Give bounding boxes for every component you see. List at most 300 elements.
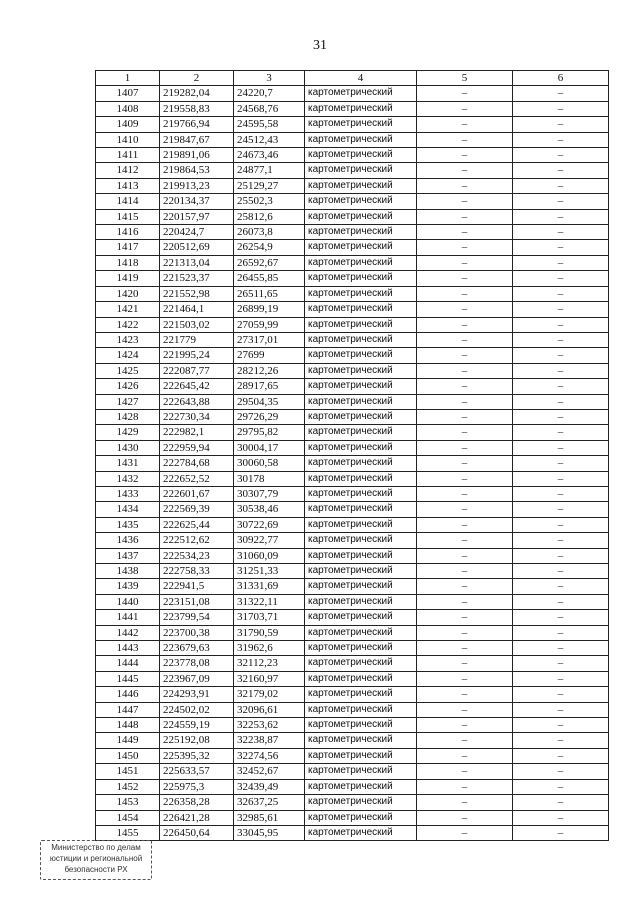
table-row: [96, 564, 609, 579]
y-coordinate-cell: 27317,01: [234, 332, 305, 347]
note-cell: –: [513, 101, 609, 116]
point-number-cell: 1451: [96, 764, 160, 779]
note-cell: –: [513, 194, 609, 209]
note-cell: –: [513, 148, 609, 163]
x-coordinate-cell: 226421,28: [160, 810, 234, 825]
method-cell: картометрический: [305, 271, 417, 286]
method-cell: картометрический: [305, 240, 417, 255]
note-cell: –: [513, 440, 609, 455]
table-row: [96, 486, 609, 501]
y-coordinate-cell: 30538,46: [234, 502, 305, 517]
table-row: [96, 302, 609, 317]
y-coordinate-cell: 31060,09: [234, 548, 305, 563]
note-cell: –: [513, 348, 609, 363]
accuracy-cell: –: [417, 225, 513, 240]
note-cell: –: [513, 363, 609, 378]
method-cell: картометрический: [305, 533, 417, 548]
y-coordinate-cell: 32439,49: [234, 779, 305, 794]
point-number-cell: 1453: [96, 795, 160, 810]
method-cell: картометрический: [305, 564, 417, 579]
table-row: [96, 117, 609, 132]
accuracy-cell: –: [417, 748, 513, 763]
x-coordinate-cell: 220157,97: [160, 209, 234, 224]
note-cell: –: [513, 486, 609, 501]
point-number-cell: 1421: [96, 302, 160, 317]
point-number-cell: 1444: [96, 656, 160, 671]
accuracy-cell: –: [417, 610, 513, 625]
y-coordinate-cell: 32179,02: [234, 687, 305, 702]
x-coordinate-cell: 226450,64: [160, 825, 234, 840]
x-coordinate-cell: 223778,08: [160, 656, 234, 671]
x-coordinate-cell: 224293,91: [160, 687, 234, 702]
y-coordinate-cell: 26899,19: [234, 302, 305, 317]
note-cell: –: [513, 733, 609, 748]
method-cell: картометрический: [305, 779, 417, 794]
y-coordinate-cell: 26073,8: [234, 225, 305, 240]
x-coordinate-cell: 224502,02: [160, 702, 234, 717]
method-cell: картометрический: [305, 579, 417, 594]
x-coordinate-cell: 219766,94: [160, 117, 234, 132]
method-cell: картометрический: [305, 810, 417, 825]
method-cell: картометрический: [305, 86, 417, 101]
table-row: [96, 379, 609, 394]
point-number-cell: 1422: [96, 317, 160, 332]
y-coordinate-cell: 29504,35: [234, 394, 305, 409]
method-cell: картометрический: [305, 302, 417, 317]
point-number-cell: 1443: [96, 641, 160, 656]
accuracy-cell: –: [417, 486, 513, 501]
x-coordinate-cell: 223967,09: [160, 671, 234, 686]
y-coordinate-cell: 25502,3: [234, 194, 305, 209]
point-number-cell: 1435: [96, 517, 160, 532]
x-coordinate-cell: 219891,06: [160, 148, 234, 163]
method-cell: картометрический: [305, 317, 417, 332]
y-coordinate-cell: 31331,69: [234, 579, 305, 594]
x-coordinate-cell: 221552,98: [160, 286, 234, 301]
note-cell: –: [513, 825, 609, 840]
note-cell: –: [513, 86, 609, 101]
note-cell: –: [513, 163, 609, 178]
accuracy-cell: –: [417, 718, 513, 733]
y-coordinate-cell: 25129,27: [234, 178, 305, 193]
coordinates-table: [95, 70, 609, 841]
table-header-row: [96, 71, 609, 86]
accuracy-cell: –: [417, 594, 513, 609]
method-cell: картометрический: [305, 502, 417, 517]
accuracy-cell: –: [417, 409, 513, 424]
x-coordinate-cell: 219913,23: [160, 178, 234, 193]
table-row: [96, 271, 609, 286]
note-cell: –: [513, 625, 609, 640]
note-cell: –: [513, 764, 609, 779]
y-coordinate-cell: 32452,67: [234, 764, 305, 779]
x-coordinate-cell: 225395,32: [160, 748, 234, 763]
accuracy-cell: –: [417, 687, 513, 702]
accuracy-cell: –: [417, 810, 513, 825]
note-cell: –: [513, 302, 609, 317]
accuracy-cell: –: [417, 548, 513, 563]
point-number-cell: 1454: [96, 810, 160, 825]
note-cell: –: [513, 718, 609, 733]
x-coordinate-cell: 220424,7: [160, 225, 234, 240]
note-cell: –: [513, 795, 609, 810]
column-header: 1: [96, 71, 160, 86]
method-cell: картометрический: [305, 456, 417, 471]
table-row: [96, 825, 609, 840]
note-cell: –: [513, 579, 609, 594]
table-row: [96, 610, 609, 625]
point-number-cell: 1449: [96, 733, 160, 748]
table-row: [96, 132, 609, 147]
note-cell: –: [513, 286, 609, 301]
accuracy-cell: –: [417, 332, 513, 347]
y-coordinate-cell: 26455,85: [234, 271, 305, 286]
y-coordinate-cell: 27699: [234, 348, 305, 363]
table-row: [96, 225, 609, 240]
note-cell: –: [513, 394, 609, 409]
table-row: [96, 332, 609, 347]
page-number: 31: [313, 38, 327, 53]
x-coordinate-cell: 222941,5: [160, 579, 234, 594]
y-coordinate-cell: 24673,46: [234, 148, 305, 163]
note-cell: –: [513, 702, 609, 717]
x-coordinate-cell: 222959,94: [160, 440, 234, 455]
x-coordinate-cell: 221995,24: [160, 348, 234, 363]
method-cell: картометрический: [305, 594, 417, 609]
point-number-cell: 1415: [96, 209, 160, 224]
point-number-cell: 1438: [96, 564, 160, 579]
y-coordinate-cell: 32112,23: [234, 656, 305, 671]
table-row: [96, 671, 609, 686]
accuracy-cell: –: [417, 163, 513, 178]
note-cell: –: [513, 255, 609, 270]
x-coordinate-cell: 223799,54: [160, 610, 234, 625]
point-number-cell: 1410: [96, 132, 160, 147]
table-row: [96, 733, 609, 748]
accuracy-cell: –: [417, 702, 513, 717]
x-coordinate-cell: 221313,04: [160, 255, 234, 270]
table-row: [96, 502, 609, 517]
x-coordinate-cell: 225975,3: [160, 779, 234, 794]
note-cell: –: [513, 779, 609, 794]
table-row: [96, 255, 609, 270]
y-coordinate-cell: 33045,95: [234, 825, 305, 840]
method-cell: картометрический: [305, 101, 417, 116]
accuracy-cell: –: [417, 533, 513, 548]
table-row: [96, 209, 609, 224]
method-cell: картометрический: [305, 348, 417, 363]
method-cell: картометрический: [305, 409, 417, 424]
point-number-cell: 1407: [96, 86, 160, 101]
y-coordinate-cell: 27059,99: [234, 317, 305, 332]
point-number-cell: 1439: [96, 579, 160, 594]
method-cell: картометрический: [305, 471, 417, 486]
x-coordinate-cell: 222758,33: [160, 564, 234, 579]
accuracy-cell: –: [417, 425, 513, 440]
table-row: [96, 579, 609, 594]
x-coordinate-cell: 225633,57: [160, 764, 234, 779]
method-cell: картометрический: [305, 225, 417, 240]
table-row: [96, 86, 609, 101]
y-coordinate-cell: 32238,87: [234, 733, 305, 748]
point-number-cell: 1416: [96, 225, 160, 240]
note-cell: –: [513, 379, 609, 394]
point-number-cell: 1434: [96, 502, 160, 517]
y-coordinate-cell: 28212,26: [234, 363, 305, 378]
y-coordinate-cell: 30722,69: [234, 517, 305, 532]
method-cell: картометрический: [305, 795, 417, 810]
method-cell: картометрический: [305, 702, 417, 717]
point-number-cell: 1433: [96, 486, 160, 501]
accuracy-cell: –: [417, 101, 513, 116]
method-cell: картометрический: [305, 641, 417, 656]
x-coordinate-cell: 222652,52: [160, 471, 234, 486]
column-header: 6: [513, 71, 609, 86]
accuracy-cell: –: [417, 132, 513, 147]
x-coordinate-cell: 222730,34: [160, 409, 234, 424]
point-number-cell: 1452: [96, 779, 160, 794]
point-number-cell: 1442: [96, 625, 160, 640]
method-cell: картометрический: [305, 163, 417, 178]
x-coordinate-cell: 222569,39: [160, 502, 234, 517]
point-number-cell: 1432: [96, 471, 160, 486]
x-coordinate-cell: 222645,42: [160, 379, 234, 394]
y-coordinate-cell: 24512,43: [234, 132, 305, 147]
accuracy-cell: –: [417, 363, 513, 378]
x-coordinate-cell: 225192,08: [160, 733, 234, 748]
note-cell: –: [513, 456, 609, 471]
method-cell: картометрический: [305, 718, 417, 733]
point-number-cell: 1411: [96, 148, 160, 163]
x-coordinate-cell: 224559,19: [160, 718, 234, 733]
method-cell: картометрический: [305, 548, 417, 563]
table-row: [96, 687, 609, 702]
accuracy-cell: –: [417, 733, 513, 748]
x-coordinate-cell: 222512,62: [160, 533, 234, 548]
point-number-cell: 1418: [96, 255, 160, 270]
table-row: [96, 363, 609, 378]
point-number-cell: 1427: [96, 394, 160, 409]
accuracy-cell: –: [417, 564, 513, 579]
note-cell: –: [513, 240, 609, 255]
table-row: [96, 702, 609, 717]
accuracy-cell: –: [417, 471, 513, 486]
table-row: [96, 409, 609, 424]
table-row: [96, 748, 609, 763]
accuracy-cell: –: [417, 517, 513, 532]
point-number-cell: 1409: [96, 117, 160, 132]
x-coordinate-cell: 219864,53: [160, 163, 234, 178]
x-coordinate-cell: 222601,67: [160, 486, 234, 501]
table-row: [96, 456, 609, 471]
y-coordinate-cell: 30178: [234, 471, 305, 486]
x-coordinate-cell: 219847,67: [160, 132, 234, 147]
point-number-cell: 1425: [96, 363, 160, 378]
y-coordinate-cell: 31790,59: [234, 625, 305, 640]
accuracy-cell: –: [417, 271, 513, 286]
table-row: [96, 394, 609, 409]
accuracy-cell: –: [417, 209, 513, 224]
point-number-cell: 1419: [96, 271, 160, 286]
table-row: [96, 348, 609, 363]
table-row: [96, 517, 609, 532]
accuracy-cell: –: [417, 178, 513, 193]
y-coordinate-cell: 31962,6: [234, 641, 305, 656]
registration-stamp: [40, 840, 152, 880]
x-coordinate-cell: 223151,08: [160, 594, 234, 609]
method-cell: картометрический: [305, 517, 417, 532]
table-row: [96, 471, 609, 486]
method-cell: картометрический: [305, 194, 417, 209]
note-cell: –: [513, 533, 609, 548]
accuracy-cell: –: [417, 779, 513, 794]
point-number-cell: 1423: [96, 332, 160, 347]
method-cell: картометрический: [305, 148, 417, 163]
point-number-cell: 1448: [96, 718, 160, 733]
table-body: [96, 86, 609, 841]
note-cell: –: [513, 317, 609, 332]
note-cell: –: [513, 178, 609, 193]
method-cell: картометрический: [305, 394, 417, 409]
y-coordinate-cell: 26511,65: [234, 286, 305, 301]
accuracy-cell: –: [417, 502, 513, 517]
table-row: [96, 718, 609, 733]
accuracy-cell: –: [417, 302, 513, 317]
x-coordinate-cell: 220134,37: [160, 194, 234, 209]
table-row: [96, 148, 609, 163]
table-row: [96, 533, 609, 548]
table-row: [96, 425, 609, 440]
accuracy-cell: –: [417, 579, 513, 594]
point-number-cell: 1424: [96, 348, 160, 363]
note-cell: –: [513, 641, 609, 656]
point-number-cell: 1426: [96, 379, 160, 394]
point-number-cell: 1408: [96, 101, 160, 116]
x-coordinate-cell: 226358,28: [160, 795, 234, 810]
x-coordinate-cell: 222087,77: [160, 363, 234, 378]
table-row: [96, 625, 609, 640]
table-row: [96, 594, 609, 609]
y-coordinate-cell: 24877,1: [234, 163, 305, 178]
note-cell: –: [513, 132, 609, 147]
method-cell: картометрический: [305, 486, 417, 501]
point-number-cell: 1420: [96, 286, 160, 301]
x-coordinate-cell: 222625,44: [160, 517, 234, 532]
method-cell: картометрический: [305, 178, 417, 193]
accuracy-cell: –: [417, 825, 513, 840]
y-coordinate-cell: 32637,25: [234, 795, 305, 810]
accuracy-cell: –: [417, 440, 513, 455]
table-row: [96, 101, 609, 116]
x-coordinate-cell: 223700,38: [160, 625, 234, 640]
point-number-cell: 1414: [96, 194, 160, 209]
column-header: 3: [234, 71, 305, 86]
y-coordinate-cell: 25812,6: [234, 209, 305, 224]
x-coordinate-cell: 219282,04: [160, 86, 234, 101]
accuracy-cell: –: [417, 194, 513, 209]
table-row: [96, 240, 609, 255]
y-coordinate-cell: 32253,62: [234, 718, 305, 733]
point-number-cell: 1431: [96, 456, 160, 471]
note-cell: –: [513, 271, 609, 286]
note-cell: –: [513, 502, 609, 517]
table-row: [96, 286, 609, 301]
y-coordinate-cell: 31251,33: [234, 564, 305, 579]
x-coordinate-cell: 219558,83: [160, 101, 234, 116]
point-number-cell: 1437: [96, 548, 160, 563]
method-cell: картометрический: [305, 209, 417, 224]
accuracy-cell: –: [417, 671, 513, 686]
table-row: [96, 779, 609, 794]
point-number-cell: 1413: [96, 178, 160, 193]
method-cell: картометрический: [305, 286, 417, 301]
table-row: [96, 764, 609, 779]
note-cell: –: [513, 471, 609, 486]
y-coordinate-cell: 30307,79: [234, 486, 305, 501]
y-coordinate-cell: 31703,71: [234, 610, 305, 625]
method-cell: картометрический: [305, 610, 417, 625]
accuracy-cell: –: [417, 148, 513, 163]
note-cell: –: [513, 656, 609, 671]
column-header: 4: [305, 71, 417, 86]
method-cell: картометрический: [305, 764, 417, 779]
accuracy-cell: –: [417, 255, 513, 270]
point-number-cell: 1412: [96, 163, 160, 178]
method-cell: картометрический: [305, 687, 417, 702]
table-row: [96, 317, 609, 332]
accuracy-cell: –: [417, 348, 513, 363]
accuracy-cell: –: [417, 625, 513, 640]
x-coordinate-cell: 221523,37: [160, 271, 234, 286]
method-cell: картометрический: [305, 363, 417, 378]
method-cell: картометрический: [305, 625, 417, 640]
stamp-line: юстиции и региональной: [49, 854, 143, 863]
accuracy-cell: –: [417, 795, 513, 810]
x-coordinate-cell: 221464,1: [160, 302, 234, 317]
note-cell: –: [513, 517, 609, 532]
y-coordinate-cell: 30922,77: [234, 533, 305, 548]
y-coordinate-cell: 28917,65: [234, 379, 305, 394]
x-coordinate-cell: 221779: [160, 332, 234, 347]
table-row: [96, 548, 609, 563]
point-number-cell: 1430: [96, 440, 160, 455]
point-number-cell: 1447: [96, 702, 160, 717]
point-number-cell: 1440: [96, 594, 160, 609]
stamp-line: Министерство по делам: [51, 843, 141, 852]
note-cell: –: [513, 671, 609, 686]
note-cell: –: [513, 548, 609, 563]
accuracy-cell: –: [417, 240, 513, 255]
table-row: [96, 795, 609, 810]
y-coordinate-cell: 26254,9: [234, 240, 305, 255]
accuracy-cell: –: [417, 394, 513, 409]
method-cell: картометрический: [305, 671, 417, 686]
x-coordinate-cell: 221503,02: [160, 317, 234, 332]
x-coordinate-cell: 222982,1: [160, 425, 234, 440]
note-cell: –: [513, 810, 609, 825]
column-header: 2: [160, 71, 234, 86]
accuracy-cell: –: [417, 764, 513, 779]
table-row: [96, 810, 609, 825]
method-cell: картометрический: [305, 117, 417, 132]
method-cell: картометрический: [305, 733, 417, 748]
note-cell: –: [513, 117, 609, 132]
y-coordinate-cell: 29795,82: [234, 425, 305, 440]
method-cell: картометрический: [305, 656, 417, 671]
x-coordinate-cell: 222643,88: [160, 394, 234, 409]
point-number-cell: 1429: [96, 425, 160, 440]
note-cell: –: [513, 564, 609, 579]
